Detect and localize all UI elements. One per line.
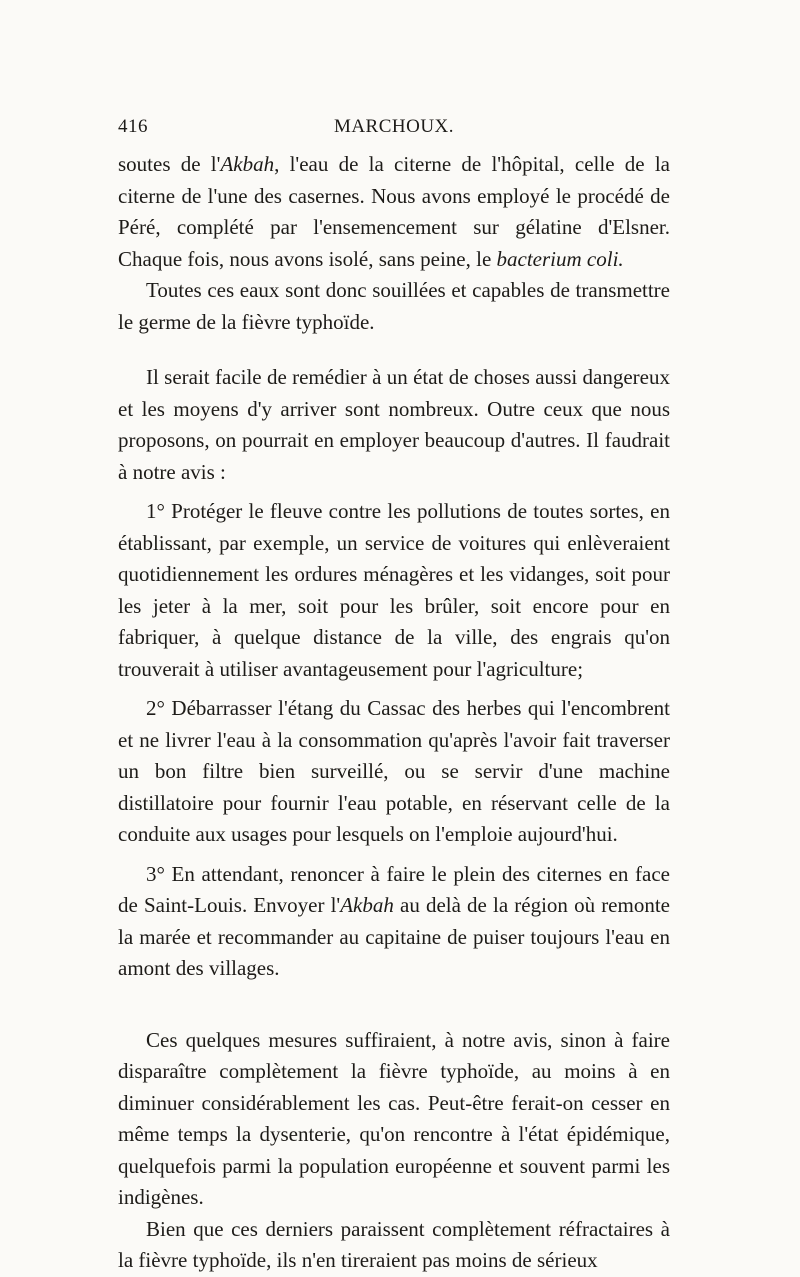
paragraph-outcome: Ces quelques mesures suffiraient, à notre avis, sinon à faire disparaître complètement la fièvre typhoïde, au moins à en diminuer considérablement les cas. Peut-être ferait-on cesser en même temps la dysenterie, qu'on rencontre à l'état épidémique, quelquefois parmi la population européenne et souvent parmi les indigènes. [118, 1027, 670, 1209]
paragraph-measure-2: 2° Débarrasser l'étang du Cassac des herbes qui l'encombrent et ne livrer l'eau à la consommation qu'après l'avoir fait traverser un bon filtre bien surveillé, ou se servir d'une machine distillatoire pour fournir l'eau potable, en réservant celle de la conduite aux usages pour lesquels on l'emploie aujourd'hui. [118, 696, 670, 846]
ship-name: Akbah [220, 152, 275, 176]
page-header [118, 116, 670, 142]
species-name: bacterium coli. [496, 246, 624, 271]
paragraph-continuation: soutes de l'Akbah, l'eau de la citerne de l'hôpital, celle de la citerne de l'une des casernes. Nous avons employé le procédé de Péré, complété par l'ensemencement sur gélatine d'Elsner. Chaque fois, nous avons isolé, sans peine, le bacterium coli. [118, 152, 670, 271]
paragraph-intro-measures: Il serait facile de remédier à un état de choses aussi dangereux et les moyens d'y arriver sont nombreux. Outre ceux que nous proposons, on pourrait en employer beaucoup d'autres. Il faudrait à notre avis : [118, 365, 670, 484]
page-number: 416 [118, 116, 148, 137]
paragraph-conclusion: Toutes ces eaux sont donc souillées et capables de transmettre le germe de la fièvre typhoïde. [118, 278, 670, 334]
paragraph-measure-3: 3° En attendant, renoncer à faire le plein des citernes en face de Saint-Louis. Envoyer l'Akbah au delà de la région où remonte la marée et recommander au capitaine de puiser toujours l'eau en amont des villages. [118, 861, 670, 980]
paragraph-measure-1: 1° Protéger le fleuve contre les pollutions de toutes sortes, en établissant, par exemple, un service de voitures qui enlèveraient quotidiennement les ordures ménagères et les vidanges, soit pour les jeter à la mer, soit pour les brûler, soit encore pour en fabriquer, à quelque distance de la ville, des engrais qu'on trouverait à utiliser avantageusement pour l'agriculture; [118, 499, 670, 681]
page-body [118, 149, 670, 1277]
paragraph-indigenes: Bien que ces derniers paraissent complètement réfractaires à la fièvre typhoïde, ils n'en tireraient pas moins de sérieux [118, 1216, 670, 1272]
running-title: MARCHOUX. [333, 116, 455, 137]
ship-name: Akbah [340, 893, 394, 917]
